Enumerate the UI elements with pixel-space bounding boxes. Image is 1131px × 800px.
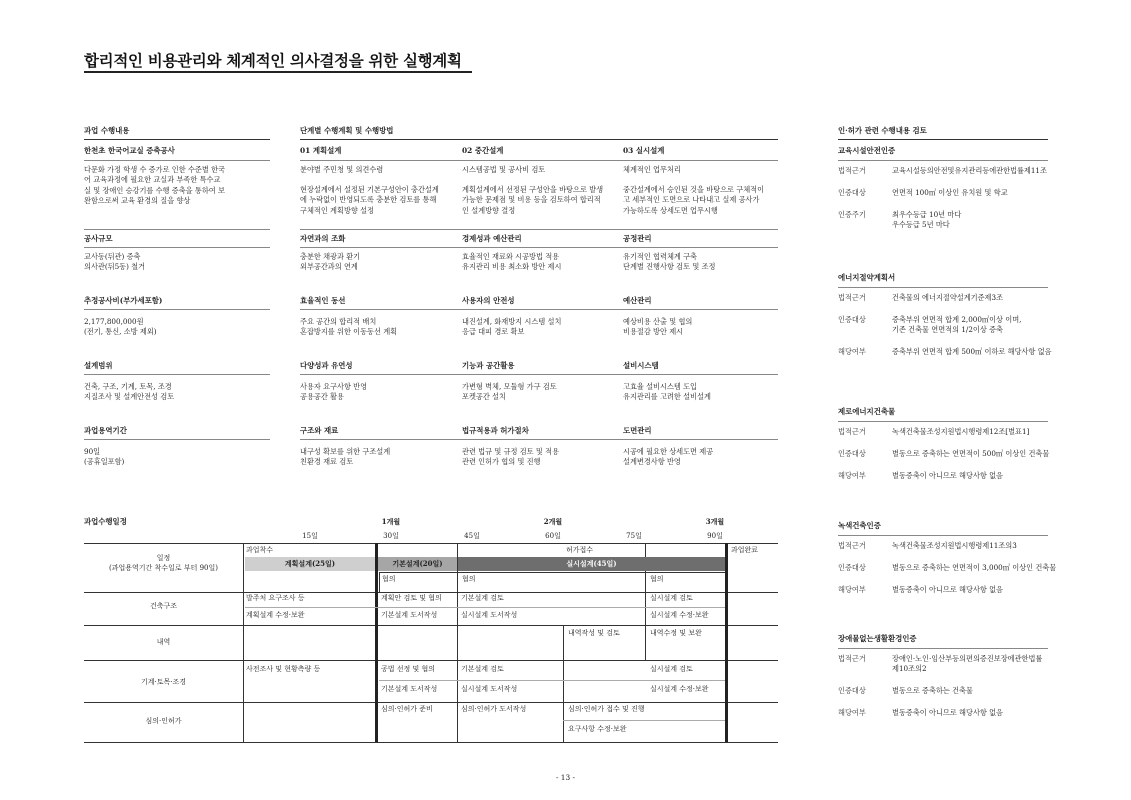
stage3-sub: 체계적인 업무처리	[623, 165, 681, 174]
gantt-bar-basic: 기본설계(20일)	[378, 557, 457, 571]
project-name: 한천초 한국어교실 증축공사	[84, 146, 175, 155]
permit-row-key: 법적근거	[838, 166, 866, 175]
row-review-label: 심의·인허가	[145, 717, 182, 725]
task: 사전조사 및 현황측량 등	[246, 665, 321, 673]
divider	[838, 139, 1048, 140]
task: 계획설계 수정·보완	[246, 611, 305, 619]
task: 심의·인허가 도서작성	[461, 705, 527, 713]
task: 발주처 요구조사 등	[246, 594, 305, 602]
start-milestone: 과업착수	[246, 546, 274, 554]
divider	[379, 680, 725, 681]
task: 실시설계 도서작성	[461, 611, 518, 619]
month-label: 2개월	[543, 517, 563, 526]
day-label: 45일	[464, 532, 480, 540]
grid-cell: 충분한 채광과 환기 외부공간과의 연계	[300, 252, 361, 272]
grid-heading: 다양성과 유연성	[300, 361, 353, 370]
task: 심의·인허가 접수 및 진행	[568, 705, 645, 713]
permit-row-value: 건축물의 에너지절약설계기준제3조	[892, 293, 1004, 302]
grid-cell: 가변형 벽체, 모듈형 가구 검토 포켓공간 설치	[462, 382, 557, 402]
permit-row-key: 법적근거	[838, 427, 866, 436]
permit-row-key: 인증대상	[838, 449, 866, 458]
permit-row-value: 증축부위 연면적 합계 2,000㎡이상 이며, 기존 건축물 연면적의 1/2이상 증축	[892, 315, 1022, 335]
grid-heading: 경제성과 예산관리	[462, 234, 522, 243]
task: 실시설계 검토	[650, 594, 693, 602]
scope-label: 설계범위	[84, 361, 113, 370]
gantt-bar-planning: 계획설계(25일)	[245, 557, 375, 571]
row-arch-label: 건축구조	[149, 602, 178, 610]
divider	[245, 607, 725, 608]
month-label: 3개월	[705, 517, 725, 526]
permit-row-key: 인증대상	[838, 188, 866, 197]
divider	[563, 720, 725, 721]
divider	[300, 160, 778, 161]
divider	[84, 625, 778, 626]
period-label: 과업용역기간	[84, 426, 127, 435]
permit-row-value: 별동증축이 아니므로 해당사항 없음	[892, 708, 1004, 717]
scale-values: 교사동(뒤관) 증축 의사관(뒤5동) 철거	[84, 252, 146, 272]
permit-row-key: 법적근거	[838, 293, 866, 302]
permit-row-key: 해당여부	[838, 471, 866, 480]
permit-section-title: 장애물없는생활환경인증	[838, 634, 917, 643]
permit-row-value: 녹색건축물조성지원법시행령제12조[별표1]	[892, 427, 1030, 436]
divider	[84, 309, 270, 310]
permit-row-value: 별동으로 증축하는 건축물	[892, 686, 973, 695]
grid-cell: 내진설계, 화재방지 시스템 설치 응급 대피 경로 확보	[462, 317, 562, 337]
period-values: 90일 (공휴일포함)	[84, 447, 125, 467]
grid-heading: 사용자의 안전성	[462, 296, 515, 305]
grid-cell: 주요 공간의 합리적 배치 혼잡방지를 위한 이동동선 계획	[300, 317, 398, 337]
divider	[300, 439, 778, 440]
divider	[84, 229, 270, 230]
stage1-title: 01 계획설계	[300, 146, 342, 155]
permit-row-key: 해당여부	[838, 585, 866, 594]
scope-values: 건축, 구조, 기계, 토목, 조경 지질조사 및 설계안전성 검토	[84, 382, 175, 402]
stage1-desc: 현장설계에서 설정된 기본구성안이 충간설계 에 누락없이 반영되도록 충분한 검토를 통해 구체적인 계획방향 설정	[300, 185, 439, 215]
permit-row-key: 해당여부	[838, 708, 866, 717]
divider	[84, 543, 778, 544]
column-line	[379, 572, 380, 592]
middle-header: 단계별 수행계획 및 수행방법	[300, 126, 394, 135]
divider	[300, 229, 778, 230]
stage1-sub: 분야별 주민청 및 의견수렴	[300, 165, 384, 174]
month-label: 1개월	[381, 517, 401, 526]
permit-milestone: 허가접수	[566, 546, 594, 554]
consult-label: 협의	[462, 575, 476, 583]
task: 실시설계 수정·보완	[650, 685, 709, 693]
grid-cell: 관련 법규 및 규정 검토 및 적용 관련 인허가 협의 및 진행	[462, 447, 560, 467]
divider	[838, 648, 1048, 649]
column-line	[563, 625, 564, 742]
permit-section-title: 에너지절약계획서	[838, 273, 896, 282]
stage3-title: 03 실시설계	[623, 146, 665, 155]
permit-row-value: 교육시설등의안전및유지관리등에관한법률제11조	[892, 166, 1047, 175]
grid-heading: 도면관리	[623, 426, 652, 435]
permit-row-value: 별동으로 증축하는 연면적이 500㎡ 이상인 건축물	[892, 449, 1050, 458]
divider	[838, 160, 1048, 161]
day-label: 60일	[545, 532, 561, 540]
task: 실시설계 도서작성	[461, 685, 518, 693]
task: 실시설계 검토	[650, 665, 693, 673]
grid-heading: 효율적인 동선	[300, 296, 346, 305]
task: 내역작성 및 검토	[568, 629, 620, 637]
permit-row-key: 인증대상	[838, 315, 866, 324]
task: 기본설계 도서작성	[381, 685, 438, 693]
cost-label: 추정공사비(부가세포함)	[84, 296, 163, 305]
divider	[300, 247, 778, 248]
milestone-line	[375, 543, 378, 742]
permit-row-key: 인증대상	[838, 686, 866, 695]
permit-row-value: 별동증축이 아니므로 해당사항 없음	[892, 471, 1004, 480]
divider	[379, 572, 725, 573]
task: 공법 선정 및 협의	[381, 665, 436, 673]
permit-row-key: 인증대상	[838, 563, 866, 572]
grid-heading: 공정관리	[623, 234, 652, 243]
day-label: 15일	[302, 532, 318, 540]
divider	[84, 660, 778, 661]
divider	[838, 535, 1048, 536]
divider	[84, 702, 778, 703]
project-description: 다문화 가정 학생 수 증가로 인한 수준별 한국 어 교육과정에 필요한 교실과 부족한 특수교 실 및 장애인 승강기를 수행 증축을 통하여 보 완함으로써 교육 환경의 질을 향상	[84, 165, 225, 206]
grid-cell: 고효율 설비시스템 도입 유지관리를 고려한 설비설계	[623, 382, 711, 402]
grid-cell: 유기적인 협력체계 구축 단계별 진행사항 검토 및 조정	[623, 252, 716, 272]
grid-heading: 법규적용과 허가절차	[462, 426, 529, 435]
milestone-line	[725, 543, 728, 742]
divider	[84, 139, 270, 140]
row-schedule-label: 일정 (과업용역기간 착수일로 부터 90일)	[109, 554, 218, 573]
permit-row-key: 법적근거	[838, 654, 866, 663]
gantt-bar-detail: 실시설계(45일)	[458, 557, 725, 571]
end-milestone: 과업완료	[731, 546, 759, 554]
grid-cell: 사용자 요구사항 반영 공용공간 활용	[300, 382, 368, 402]
permit-row-value: 녹색건축물조성지원법시행령제11조의3	[892, 541, 1017, 550]
permit-row-value: 별동증축이 아니므로 해당사항 없음	[892, 585, 1004, 594]
permit-row-value: 최우수등급 10년 마다 우수등급 5년 마다	[892, 210, 962, 230]
stage2-sub: 시스템공법 및 공사비 검토	[462, 165, 546, 174]
left-header: 과업 수행내용	[84, 126, 130, 135]
divider	[300, 139, 778, 140]
permit-section-title: 제로에너지건축물	[838, 407, 896, 416]
permit-section-title: 녹색건축인증	[838, 521, 881, 530]
stage2-title: 02 중간설계	[462, 146, 504, 155]
task: 내역수정 및 보완	[650, 629, 702, 637]
grid-heading: 구조와 재료	[300, 426, 339, 435]
permit-row-value: 별동으로 증축하는 연면적이 3,000㎡ 이상인 건축물	[892, 563, 1057, 572]
day-label: 75일	[626, 532, 642, 540]
permit-row-value: 증축부위 연면적 합계 500㎡ 이하로 해당사항 없음	[892, 347, 1052, 356]
cost-values: 2,177,800,000원 (전기, 통신, 소방 제외)	[84, 317, 157, 337]
divider	[84, 742, 778, 743]
grid-heading: 예산관리	[623, 296, 652, 305]
grid-heading: 기능과 공간활용	[462, 361, 515, 370]
consult-label: 협의	[382, 575, 396, 583]
page-title: 합리적인 비용관리와 체계적인 의사결정을 위한 실행계획	[84, 51, 462, 70]
divider	[84, 160, 270, 161]
page-number: - 13 -	[555, 773, 576, 782]
day-label: 30일	[383, 532, 399, 540]
stage3-desc: 중간설계에서 승인된 것을 바탕으로 구체적이 고 세부적인 도면으로 나타내고 실제 공사가 가능하도록 상세도면 업무시행	[623, 185, 765, 215]
task: 실시설계 수정·보완	[650, 611, 709, 619]
stage2-desc: 계획설계에서 선정된 구성안을 바탕으로 발생 가능한 문제점 및 비용 등을 검토하여 합리적 인 설계방향 결정	[462, 185, 604, 215]
permit-row-key: 해당여부	[838, 347, 866, 356]
right-header: 인·허가 관련 수행내용 검토	[838, 126, 927, 135]
permit-row-key: 법적근거	[838, 541, 866, 550]
divider	[838, 421, 1048, 422]
scale-label: 공사규모	[84, 234, 113, 243]
divider	[84, 374, 270, 375]
row-mech-label: 기계·토목·조경	[140, 678, 187, 686]
divider	[838, 287, 1048, 288]
grid-heading: 설비시스템	[623, 361, 659, 370]
column-line	[243, 543, 244, 742]
task: 심의·인허가 준비	[381, 705, 433, 713]
schedule-title: 과업수행일정	[84, 517, 127, 526]
divider	[300, 374, 778, 375]
task: 기본설계 검토	[461, 594, 504, 602]
day-label: 90일	[707, 532, 723, 540]
row-interior-label: 내역	[156, 638, 171, 646]
permit-row-value: 연면적 100㎡ 이상인 유치원 및 학교	[892, 188, 1008, 197]
grid-cell: 시공에 필요한 상세도면 제공 설계변경사항 반영	[623, 447, 714, 467]
divider	[84, 439, 270, 440]
grid-heading: 자연과의 조화	[300, 234, 346, 243]
task: 기본설계 도서작성	[381, 611, 438, 619]
permit-row-value: 장애인·노인·임산부등의편의증진보장에관한법률 제10조의2	[892, 654, 1043, 674]
permit-section-title: 교육시설안전인증	[838, 146, 896, 155]
grid-cell: 예상비용 산출 및 협의 비용절감 방안 제시	[623, 317, 693, 337]
divider	[84, 247, 270, 248]
grid-cell: 효율적인 재료와 시공방법 적용 유지관리 비용 최소화 방안 제시	[462, 252, 562, 272]
divider	[300, 309, 778, 310]
task: 계획안 검토 및 협의	[381, 594, 442, 602]
task: 요구사항 수정·보완	[568, 725, 627, 733]
title-underline	[84, 71, 472, 73]
grid-cell: 내구성 확보를 위한 구조설계 친환경 재료 검토	[300, 447, 391, 467]
task: 기본설계 검토	[461, 665, 504, 673]
consult-label: 협의	[650, 575, 664, 583]
permit-row-key: 인증주기	[838, 210, 866, 219]
